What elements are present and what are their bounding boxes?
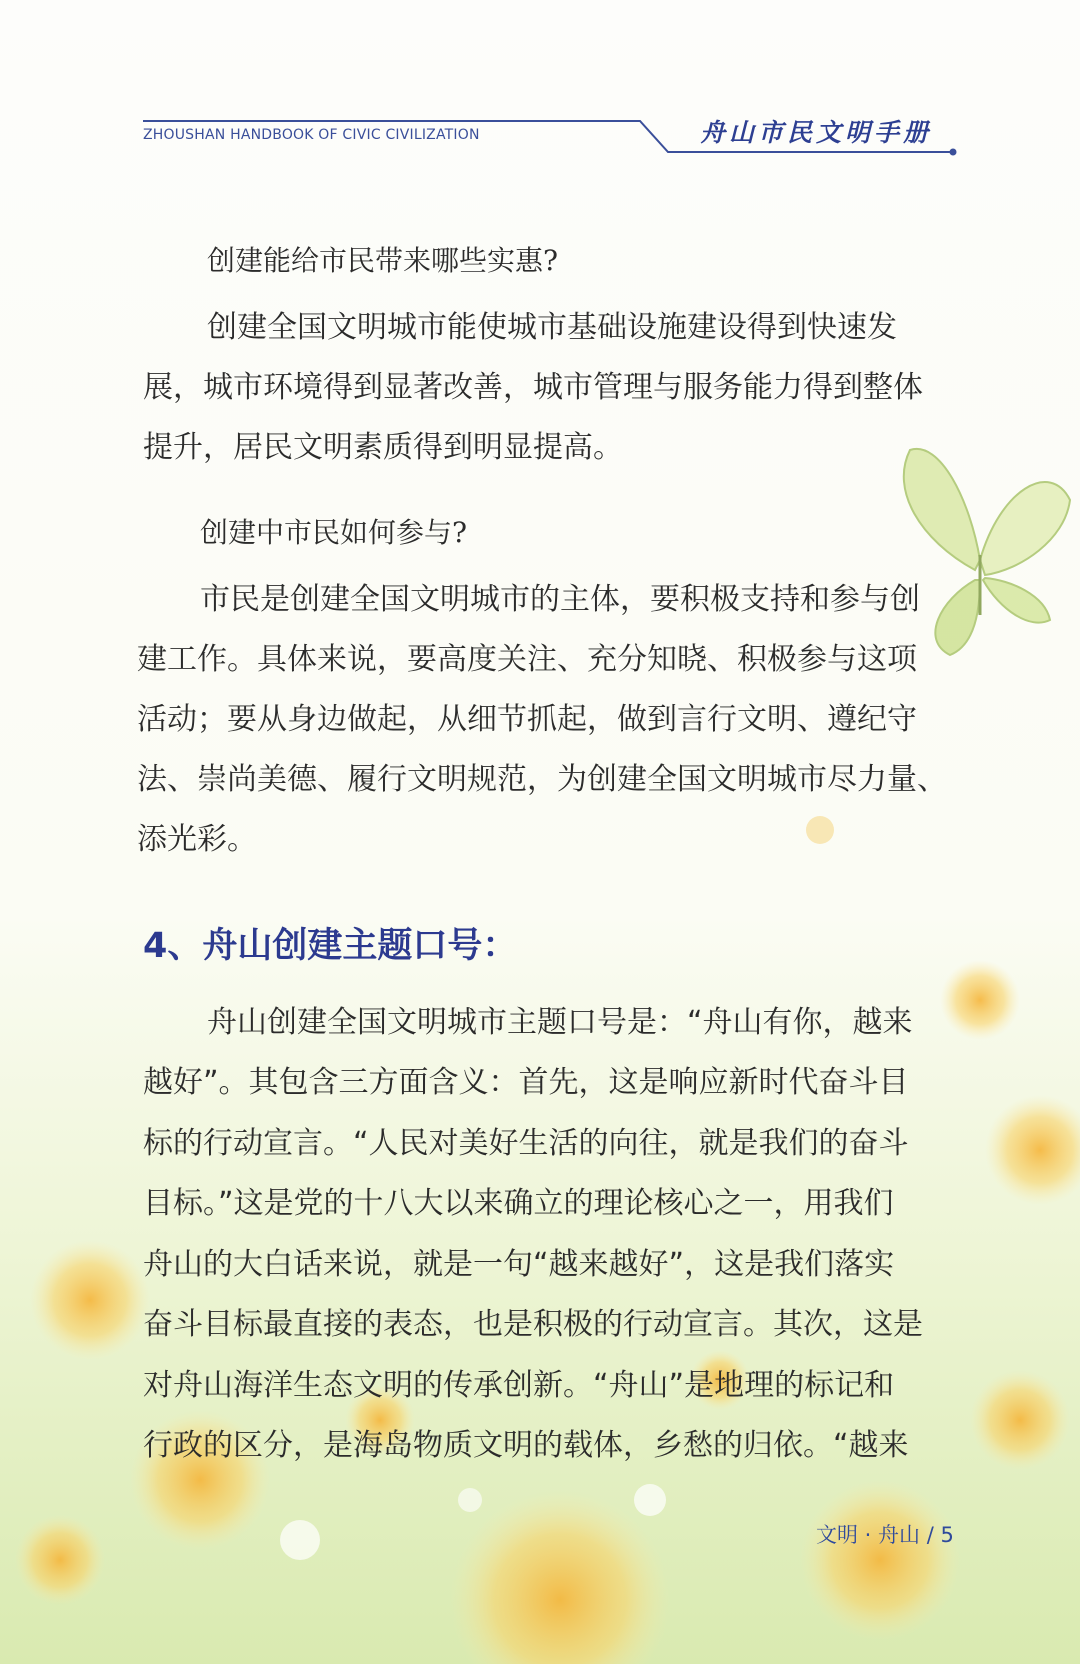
question-participation: 创建中市民如何参与? xyxy=(200,516,468,549)
header-chinese-title: 舟山市民文明手册 xyxy=(700,118,933,147)
paragraph-line: 展，城市环境得到显著改善，城市管理与服务能力得到整体 xyxy=(143,370,923,405)
paragraph-line: 法、崇尚美德、履行文明规范，为创建全国文明城市尽力量、 xyxy=(137,762,947,797)
page-footer-label: 文明 · 舟山 / 5 xyxy=(816,1523,954,1547)
paragraph-line: 提升，居民文明素质得到明显提高。 xyxy=(143,430,623,465)
header-english-title: ZHOUSHAN HANDBOOK OF CIVIC CIVILIZATION xyxy=(143,127,480,143)
paragraph-line: 舟山创建全国文明城市主题口号是：“舟山有你，越来 xyxy=(207,1005,913,1040)
paragraph-line: 活动；要从身边做起，从细节抓起，做到言行文明、遵纪守 xyxy=(137,702,917,737)
question-benefits: 创建能给市民带来哪些实惠? xyxy=(207,244,559,277)
paragraph-line: 目标。”这是党的十八大以来确立的理论核心之一，用我们 xyxy=(143,1186,894,1221)
paragraph-line: 越好”。其包含三方面含义：首先，这是响应新时代奋斗目 xyxy=(143,1065,909,1100)
section-heading: 4、舟山创建主题口号： xyxy=(143,926,518,966)
paragraph-line: 市民是创建全国文明城市的主体，要积极支持和参与创 xyxy=(200,582,920,617)
paragraph-line: 创建全国文明城市能使城市基础设施建设得到快速发 xyxy=(207,310,897,345)
paragraph-line: 舟山的大白话来说，就是一句“越来越好”，这是我们落实 xyxy=(143,1247,895,1282)
paragraph-line: 行政的区分，是海岛物质文明的载体，乡愁的归依。“越来 xyxy=(143,1428,909,1463)
paragraph-line: 添光彩。 xyxy=(137,822,257,857)
paragraph-line: 标的行动宣言。“人民对美好生活的向往，就是我们的奋斗 xyxy=(143,1126,909,1161)
paragraph-line: 建工作。具体来说，要高度关注、充分知晓、积极参与这项 xyxy=(137,642,917,677)
paragraph-line: 对舟山海洋生态文明的传承创新。“舟山”是地理的标记和 xyxy=(143,1368,895,1403)
paragraph-line: 奋斗目标最直接的表态，也是积极的行动宣言。其次，这是 xyxy=(143,1307,923,1342)
